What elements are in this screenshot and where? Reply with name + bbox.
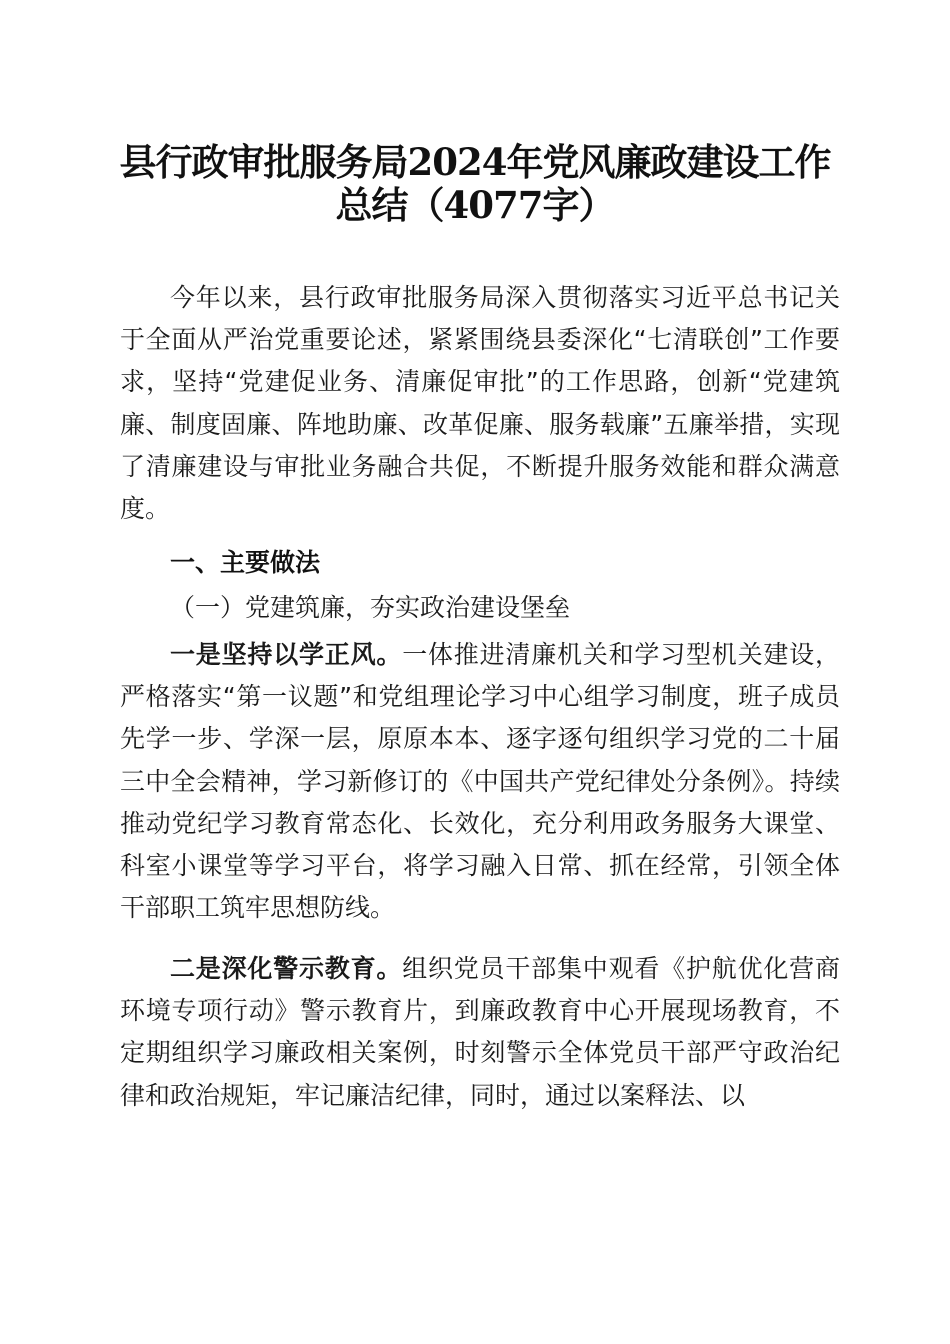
paragraph-item-2 (120, 948, 840, 1117)
document-title-line-2: 总结（4077字） (335, 183, 615, 227)
subsection-heading: （一）党建筑廉，夯实政治建设堡垒 (170, 593, 571, 622)
item-2-body: 组织党员干部集中观看《护航优化营商环境专项行动》警示教育片，到廉政教育中心开展现场教育，不定期组织学习廉政相关案例，时刻警示全体党员干部严守政治纪律和政治规矩，牢记廉洁纪律，同时，通过以案释法、以 (120, 954, 840, 1110)
section-heading: 一、主要做法 (170, 548, 321, 577)
item-2-lead: 二是深化警示教育。 (170, 954, 403, 983)
paragraph-item-1 (120, 634, 840, 929)
item-1-lead: 一是坚持以学正风。 (170, 640, 403, 669)
document-title-line-1: 县行政审批服务局2024年党风廉政建设工作 (119, 140, 831, 184)
item-1-body: 一体推进清廉机关和学习型机关建设，严格落实“第一议题”和党组理论学习中心组学习制度，班子成员先学一步、学深一层，原原本本、逐字逐句组织学习党的二十届三中全会精神，学习新修订的《中国共产党纪律处分条例》。持续推动党纪学习教育常态化、长效化，充分利用政务服务大课堂、科室小课堂等学习平台，将学习融入日常、抓在经常，引领全体干部职工筑牢思想防线。 (120, 640, 840, 923)
intro-paragraph: 今年以来，县行政审批服务局深入贯彻落实习近平总书记关于全面从严治党重要论述，紧紧围绕县委深化“七清联创”工作要求，坚持“党建促业务、清廉促审批”的工作思路，创新“党建筑廉、制度固廉、阵地助廉、改革促廉、服务载廉”五廉举措，实现了清廉建设与审批业务融合共促，不断提升服务效能和群众满意度。 (120, 283, 840, 524)
